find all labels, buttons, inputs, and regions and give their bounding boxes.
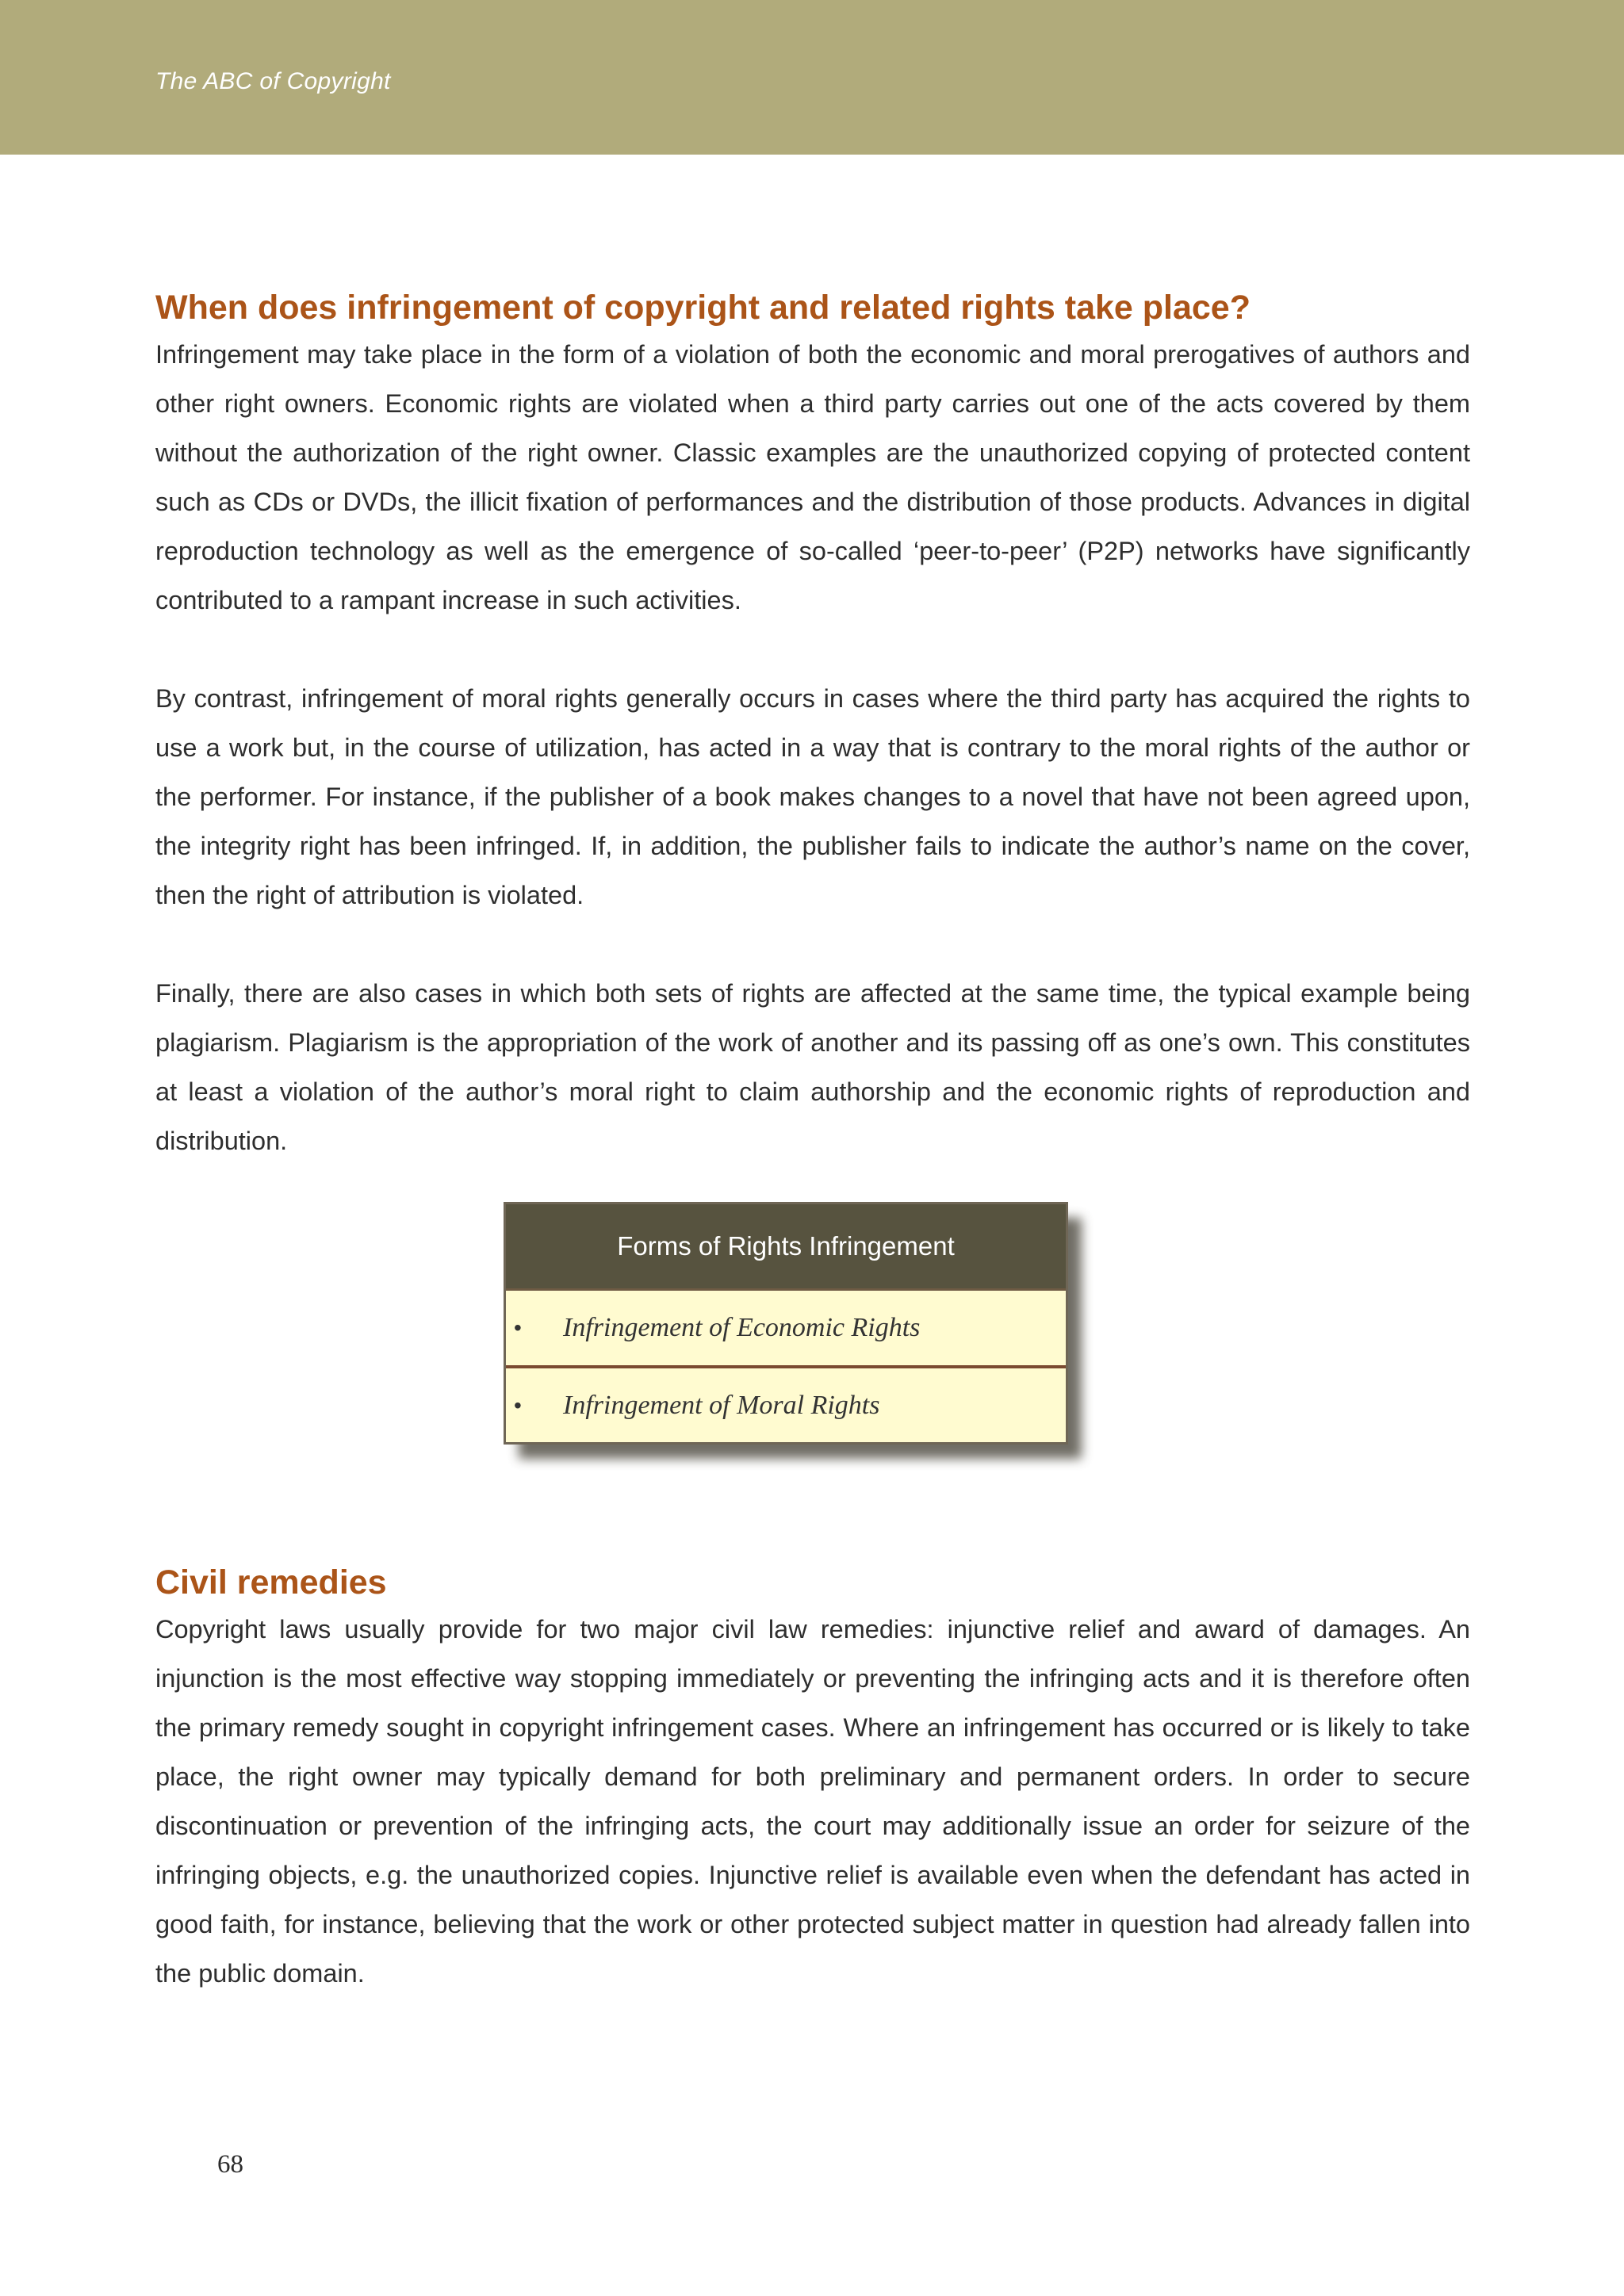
forms-box-item — [506, 1365, 1066, 1443]
forms-box-item-text: Infringement of Economic Rights — [563, 1313, 921, 1342]
section-heading: When does infringement of copyright and related rights take place? — [155, 289, 1251, 327]
forms-box-item-text: Infringement of Moral Rights — [563, 1391, 880, 1420]
running-title: The ABC of Copyright — [155, 68, 391, 94]
infringement-section — [155, 285, 1470, 1165]
forms-of-infringement-box — [504, 1202, 1068, 1445]
forms-box-title: Forms of Rights Infringement — [506, 1204, 1066, 1291]
page-number: 68 — [217, 2150, 243, 2179]
civil-remedies-section — [155, 1560, 1470, 1998]
paragraph: Infringement may take place in the form of a violation of both the economic and moral prerogatives of authors and other right owners. Economic rights are violated when a third party carries out one of the acts covered by them without the authorization of the right owner. Classic examples are the unauthorized copying of protected content such as CDs or DVDs, the illicit fixation of performances and the distribution of those products. Advances in digital reproduction technology as well as the emergence of so-called ‘peer-to-peer’ (P2P) networks have significantly contributed to a rampant increase in such activities. — [155, 340, 1470, 614]
forms-box-item — [506, 1291, 1066, 1365]
paragraph: Copyright laws usually provide for two major civil law remedies: injunctive relief and award of damages. An injunction is the most effective way stopping immediately or preventing the infringing acts and it is therefore often the primary remedy sought in copyright infringement cases. Where an infringement has occurred or is likely to take place, the right owner may typically demand for both preliminary and permanent orders. In order to secure discontinuation or prevention of the infringing acts, the court may additionally issue an order for seizure of the infringing objects, e.g. the unauthorized copies. Injunctive relief is available even when the defendant has acted in good faith, for instance, believing that the work or other protected subject matter in question had already fallen into the public domain. — [155, 1615, 1470, 1988]
section-heading: Civil remedies — [155, 1563, 387, 1601]
bullet-icon: • — [514, 1393, 522, 1418]
paragraph: Finally, there are also cases in which both sets of rights are affected at the same time, the typical example being plagiarism. Plagiarism is the appropriation of the work of another and its passing off as one’s own. This constitutes at least a violation of the author’s moral right to claim authorship and the economic rights of reproduction and distribution. — [155, 979, 1470, 1155]
bullet-icon: • — [514, 1315, 522, 1340]
header-band — [0, 0, 1624, 155]
paragraph: By contrast, infringement of moral rights generally occurs in cases where the third party has acquired the rights to use a work but, in the course of utilization, has acted in a way that is contrary to the moral rights of the author or the performer. For instance, if the publisher of a book makes changes to a novel that have not been agreed upon, the integrity right has been infringed. If, in addition, the publisher fails to indicate the author’s name on the cover, then the right of attribution is violated. — [155, 684, 1470, 909]
